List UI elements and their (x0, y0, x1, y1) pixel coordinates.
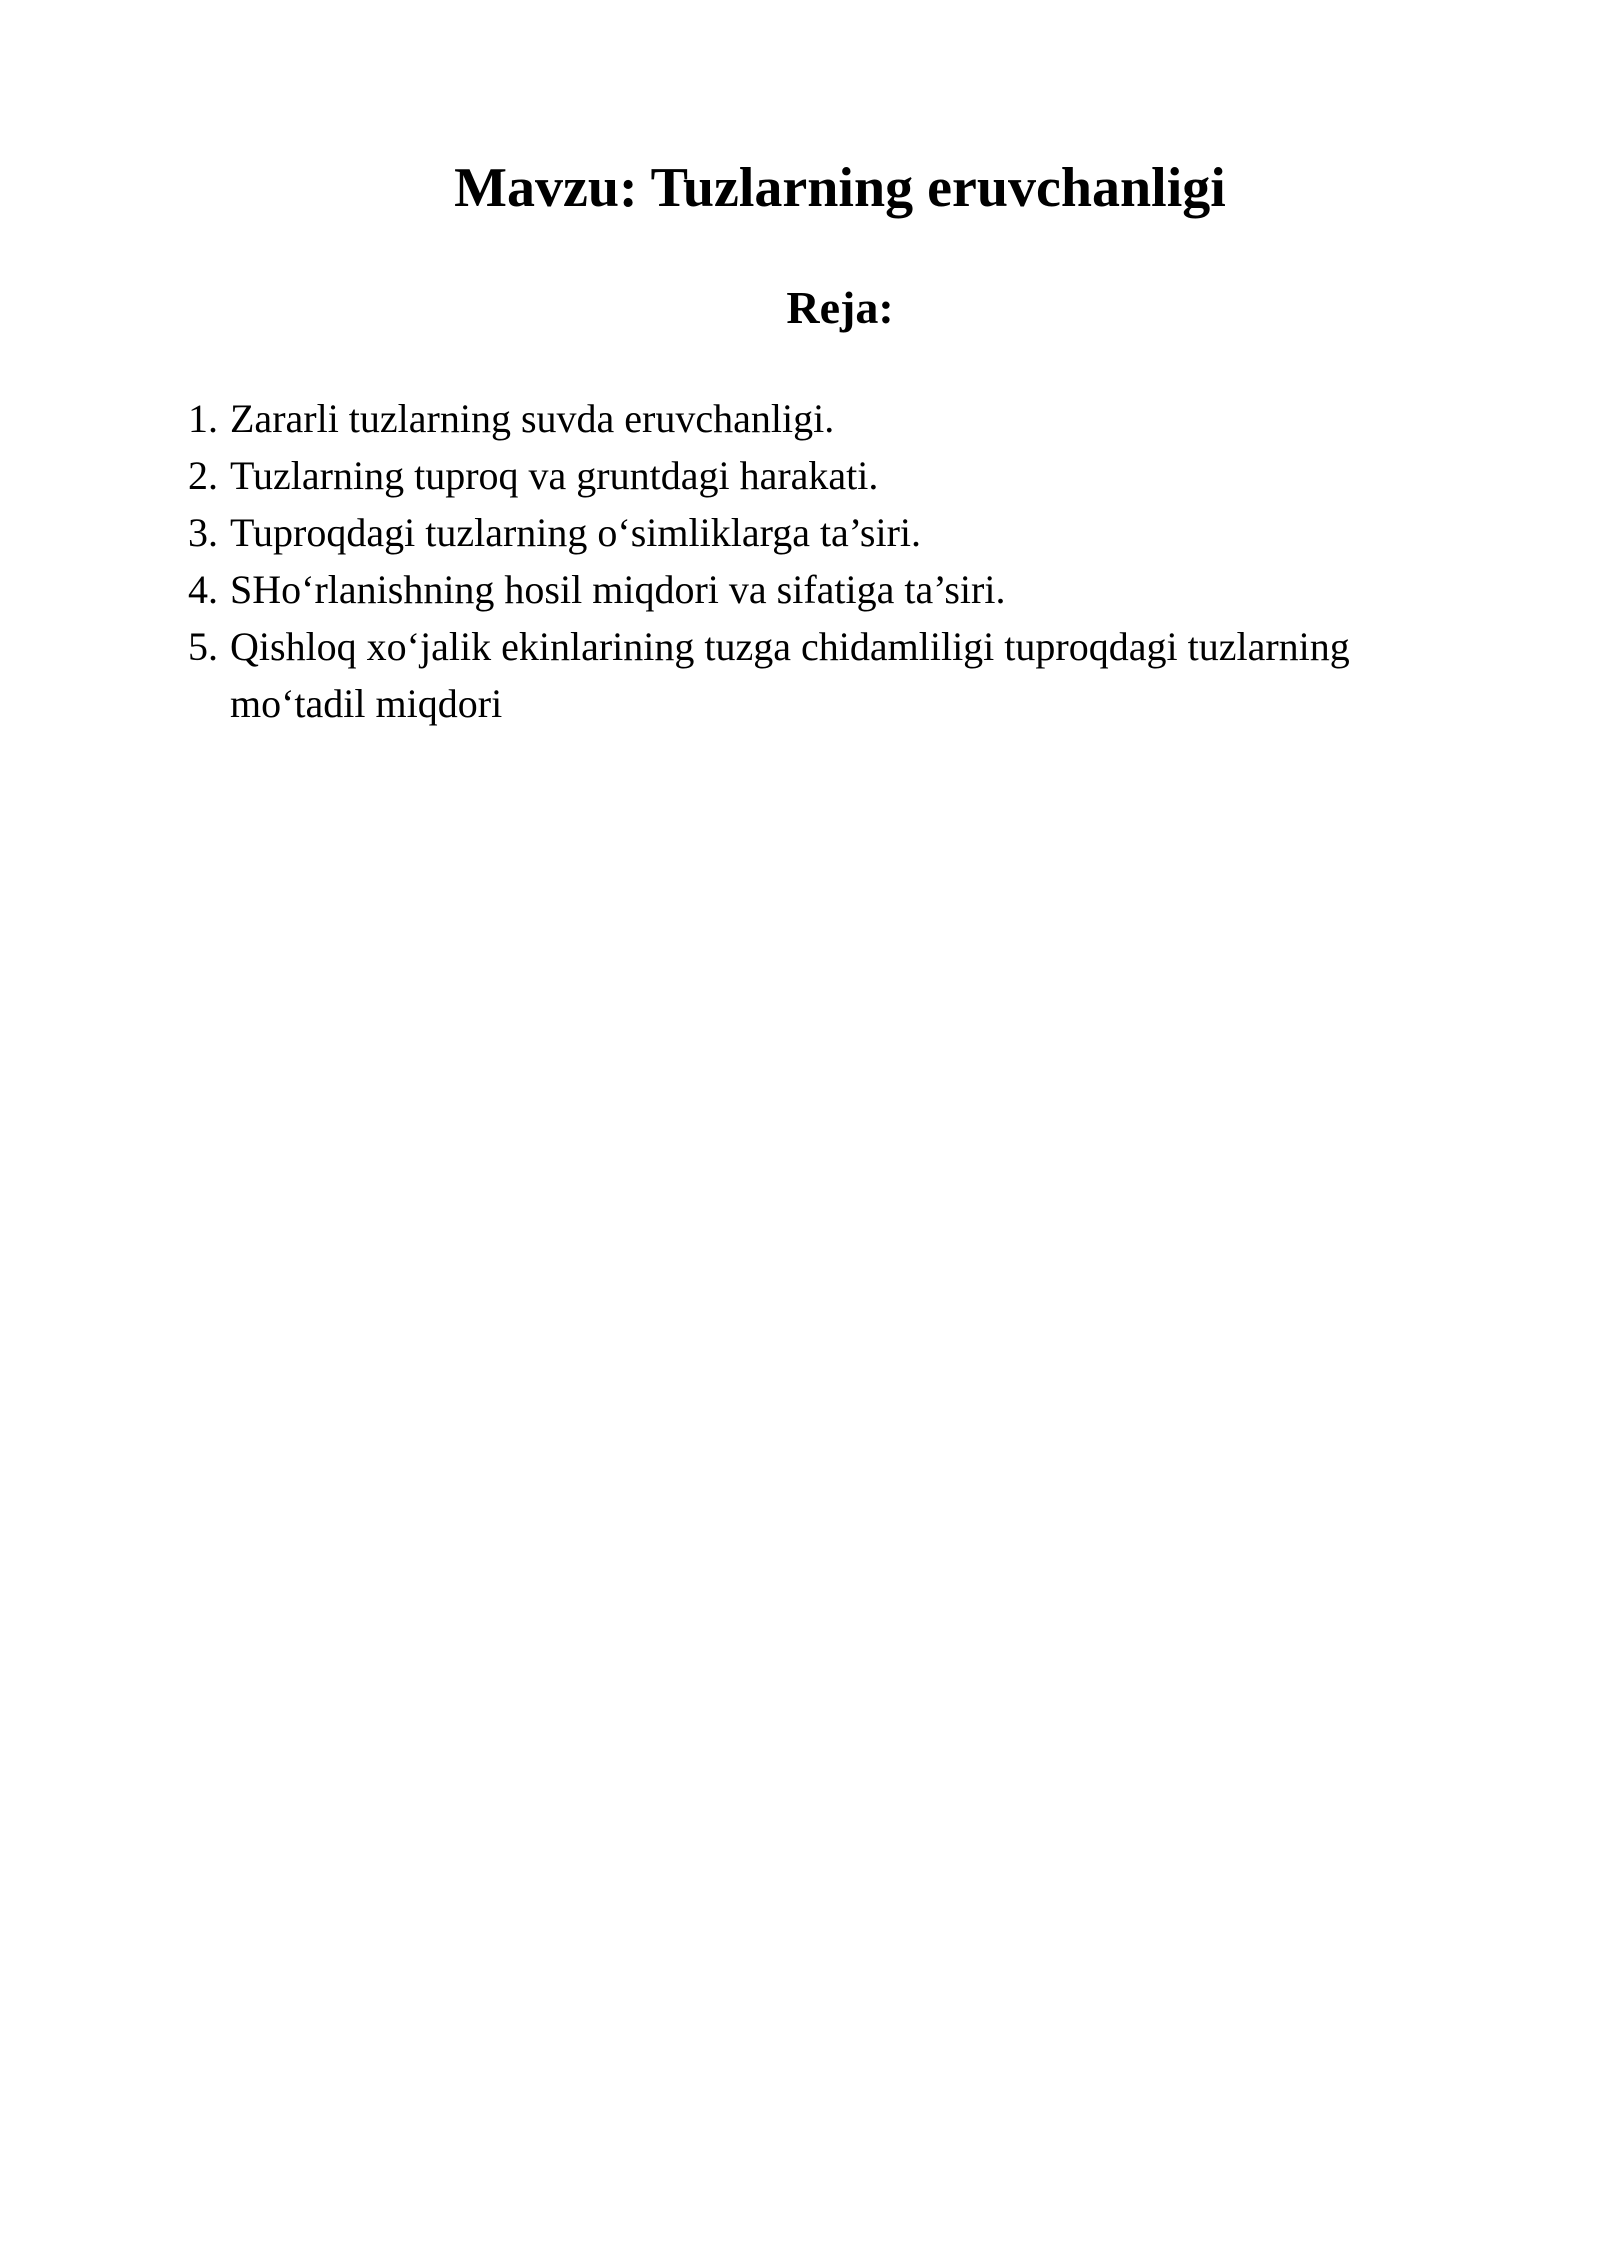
plan-item (180, 618, 1470, 732)
plan-item-text: Qishloq xo‘jalik ekinlarining tuzga chidamliligi tuproqdagi tuzlarning mo‘tadil miqdori (230, 624, 1350, 726)
plan-item-number: 4. (188, 567, 218, 612)
plan-item-text: Zararli tuzlarning suvda eruvchanligi. (230, 396, 835, 441)
plan-item (180, 504, 1470, 561)
plan-item-text: Tuproqdagi tuzlarning o‘simliklarga ta’siri. (230, 510, 922, 555)
plan-item-number: 1. (188, 396, 218, 441)
plan-item-number: 2. (188, 453, 218, 498)
plan-item-number: 5. (188, 624, 218, 669)
document-title: Mavzu: Tuzlarning eruvchanligi (454, 157, 1226, 219)
plan-list (180, 390, 1470, 732)
plan-item-text: Tuzlarning tuproq va gruntdagi harakati. (230, 453, 879, 498)
plan-heading: Reja: (786, 282, 894, 333)
plan-item-text: SHo‘rlanishning hosil miqdori va sifatiga ta’siri. (230, 567, 1006, 612)
plan-item (180, 390, 1470, 447)
plan-item (180, 561, 1470, 618)
plan-item-number: 3. (188, 510, 218, 555)
plan-item (180, 447, 1470, 504)
